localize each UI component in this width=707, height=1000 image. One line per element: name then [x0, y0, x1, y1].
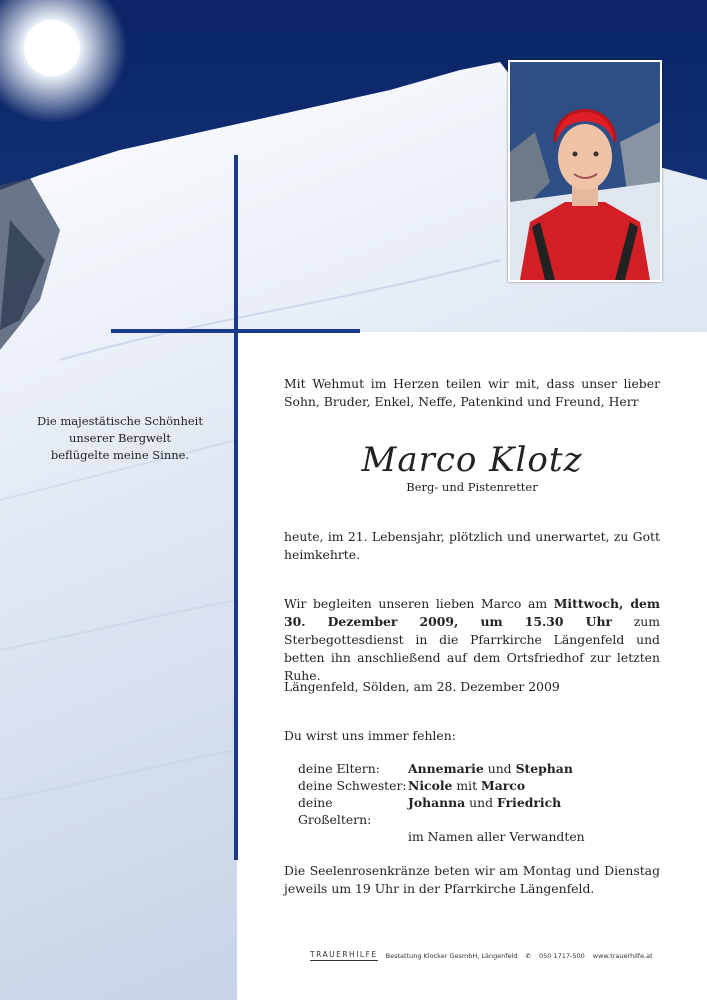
- footer-phone: 050 1717-500: [539, 951, 585, 960]
- family-name: Johanna: [408, 795, 466, 810]
- place-date: Längenfeld, Sölden, am 28. Dezember 2009: [284, 679, 560, 694]
- miss-text: Du wirst uns immer fehlen:: [284, 728, 456, 743]
- trauerhilfe-logo: TRAUERHILFE: [310, 950, 378, 959]
- family-row-relatives: [298, 828, 585, 845]
- family-name: Stephan: [515, 761, 573, 776]
- family-relation: deine Eltern:: [298, 761, 380, 776]
- quote-line: unserer Bergwelt: [68, 431, 172, 445]
- family-row-parents: deine Eltern: Annemarie und Stephan: [298, 761, 573, 776]
- family-list: [298, 760, 585, 845]
- family-row-grandparents: deine Großeltern: Johanna und Friedrich: [298, 795, 562, 827]
- family-name: Friedrich: [497, 795, 562, 810]
- family-row-sisters: deine Schwester: Nicole mit Marco: [298, 778, 526, 793]
- funeral-text: [284, 595, 660, 685]
- rosary-text: Die Seelenrosenkränze beten wir am Montag und Dienstag jeweils um 19 Uhr in der Pfarrkirche Längenfeld.: [284, 863, 660, 896]
- quote-line: beflügelte meine Sinne.: [50, 448, 190, 462]
- family-name: Marco: [481, 778, 526, 793]
- family-name: Nicole: [408, 778, 453, 793]
- memorial-quote: [20, 413, 220, 464]
- funeral-date: Mittwoch, dem 30. Dezember 2009, um 15.30 Uhr: [284, 596, 660, 629]
- family-name: Annemarie: [408, 761, 484, 776]
- funeral-part1: Wir begleiten unseren lieben Marco am: [284, 596, 554, 611]
- family-relatives: im Namen aller Verwandten: [408, 829, 585, 844]
- family-relation: deine Schwester:: [298, 778, 407, 793]
- quote-line: Die majestätische Schönheit: [37, 414, 203, 428]
- footer-company: Bestattung Klocker GesmbH, Längenfeld: [385, 951, 518, 960]
- age-text: heute, im 21. Lebensjahr, plötzlich und unerwartet, zu Gott heimkehrte.: [284, 529, 660, 562]
- portrait-photo: [508, 60, 662, 282]
- deceased-role: Berg- und Pistenretter: [406, 480, 538, 494]
- cross-horizontal-bar: [111, 329, 360, 333]
- intro-text: Mit Wehmut im Herzen teilen wir mit, dass unser lieber Sohn, Bruder, Enkel, Neffe, Patenkind und Freund, Herr: [284, 376, 660, 409]
- family-relation: deine Großeltern:: [298, 795, 372, 827]
- cross-vertical-bar: [234, 155, 238, 860]
- footer-web[interactable]: www.trauerhilfe.at: [592, 951, 653, 960]
- deceased-name: Marco Klotz: [361, 440, 583, 480]
- phone-icon: ✆: [525, 951, 531, 960]
- footer: [310, 950, 690, 961]
- funeral-part2: zum Sterbegottesdienst in die Pfarrkirche Längenfeld und betten ihn anschließend auf dem Ortsfriedhof zur letzten Ruhe.: [284, 614, 660, 683]
